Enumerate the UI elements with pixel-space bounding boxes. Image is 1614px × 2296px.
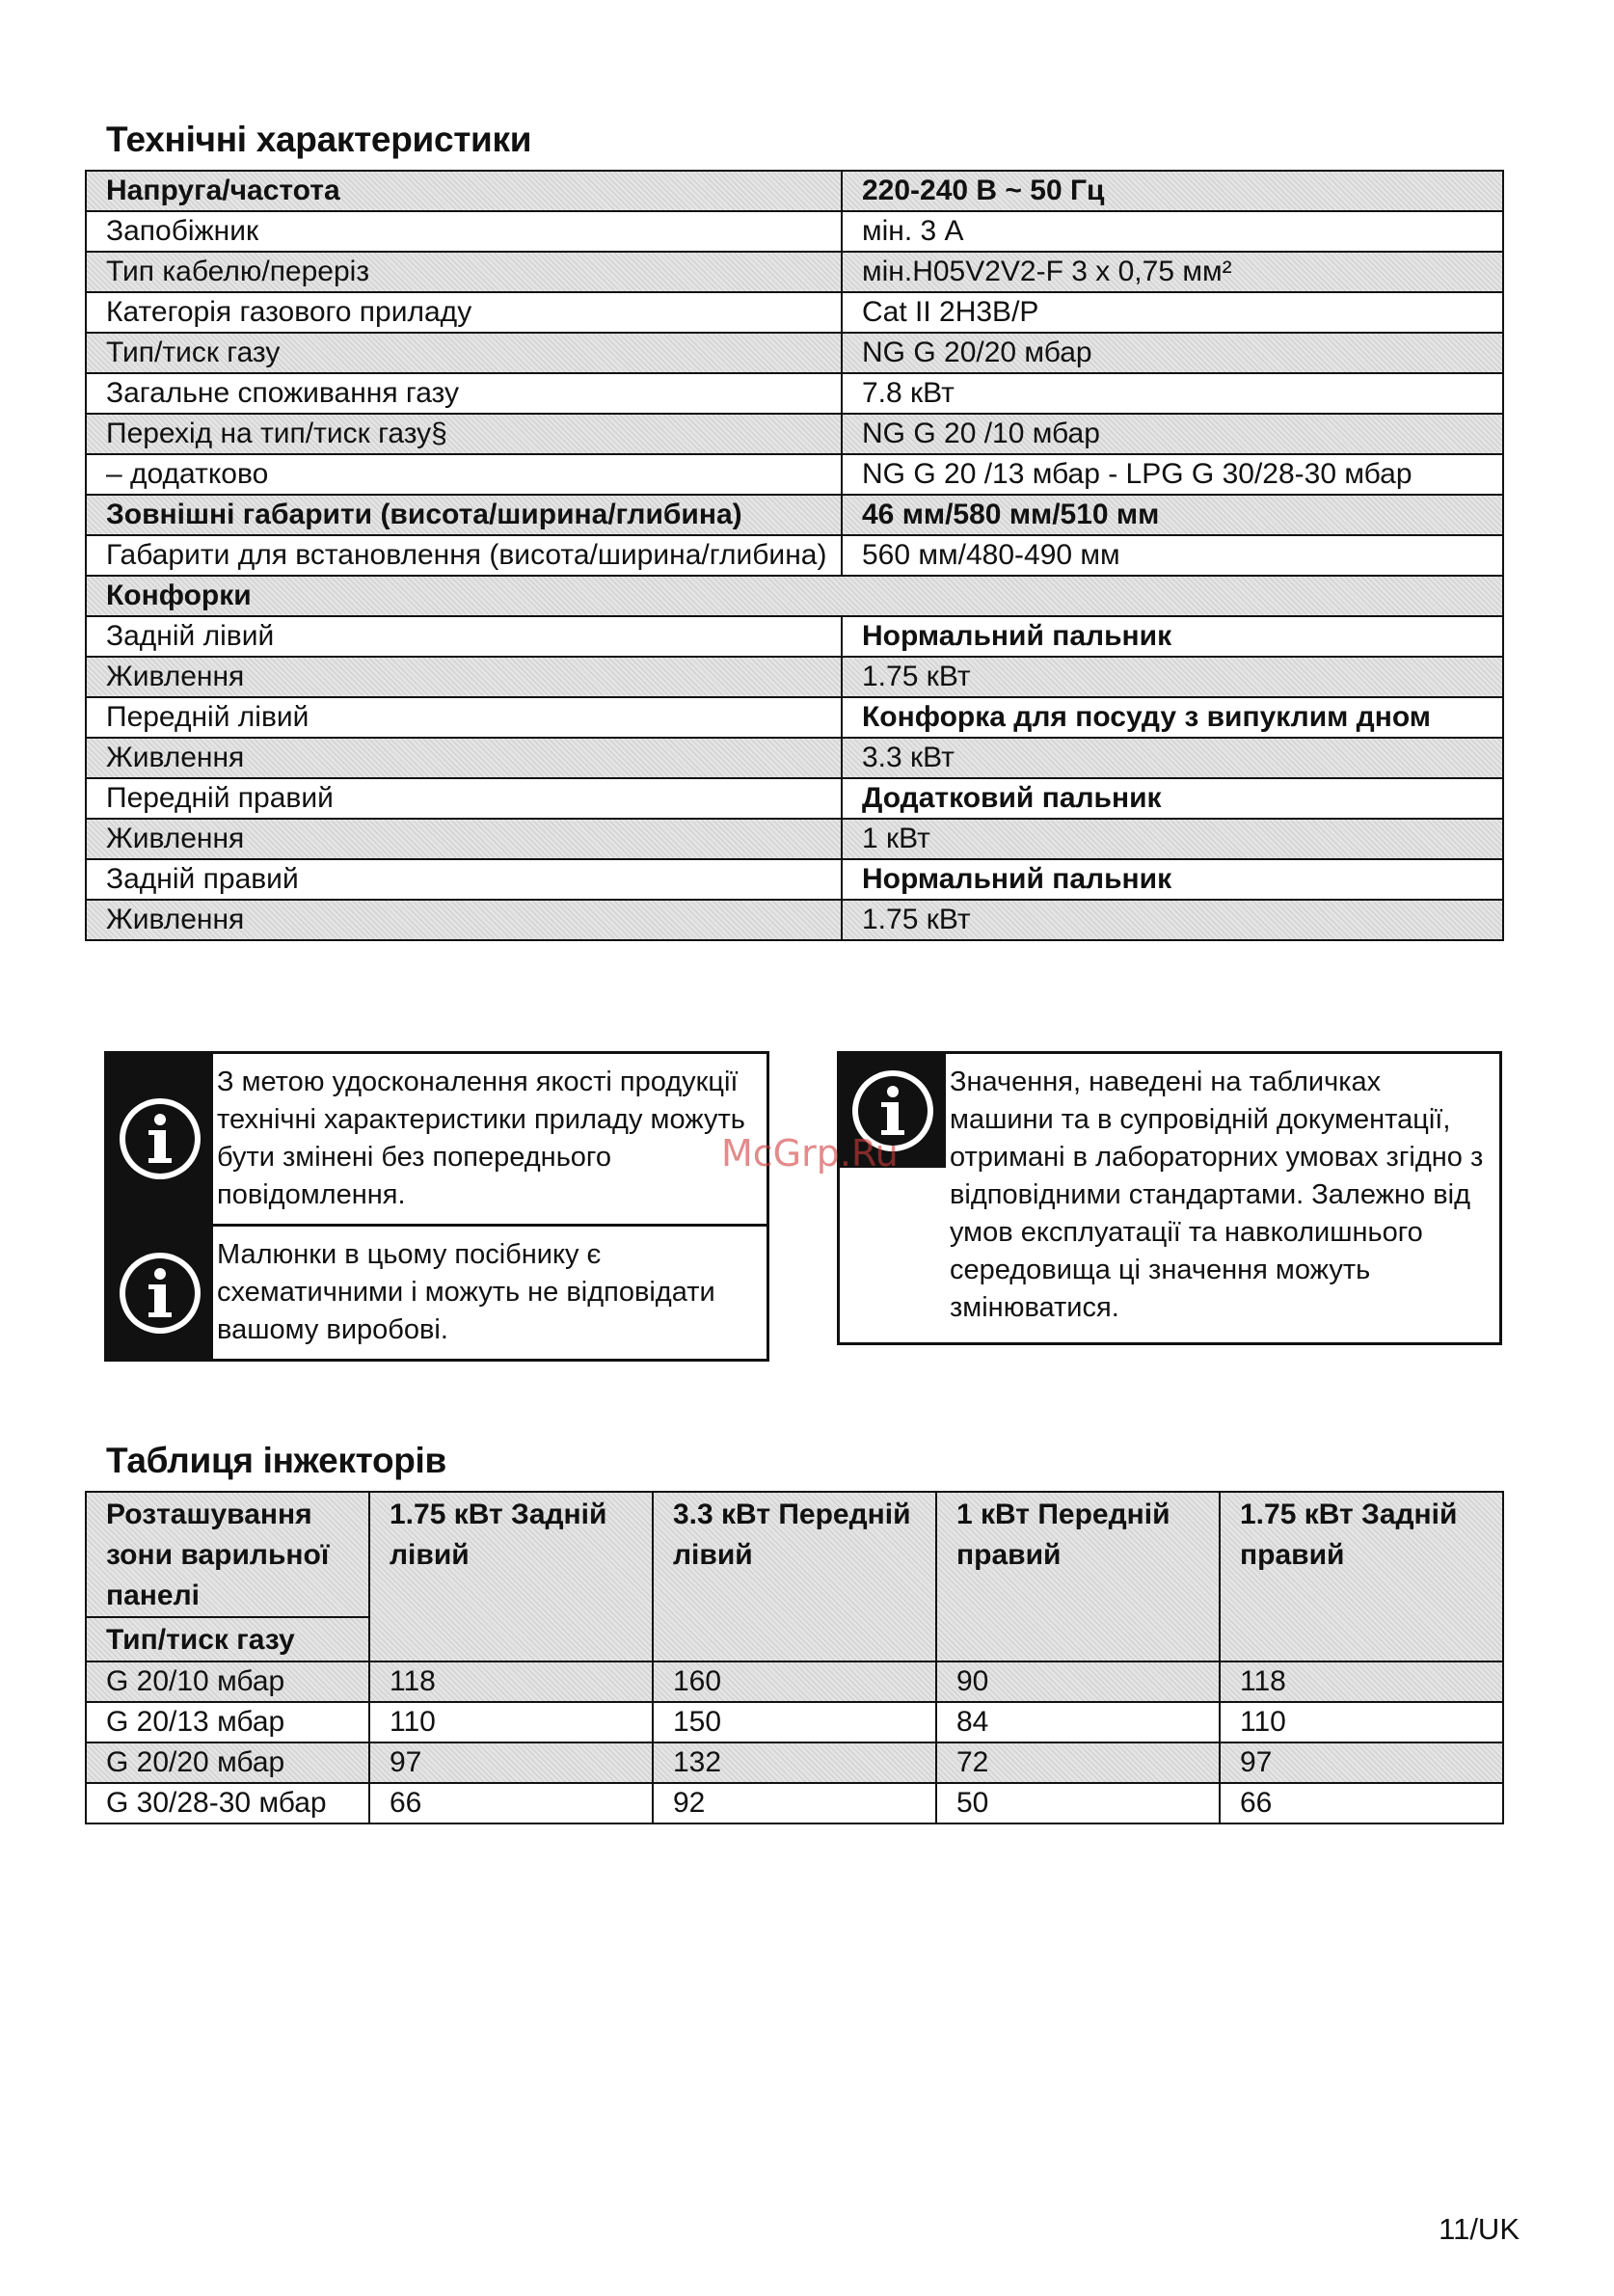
spec-row bbox=[86, 495, 1503, 535]
injector-row bbox=[86, 1661, 1503, 1702]
burner-row bbox=[86, 859, 1503, 900]
spec-row bbox=[86, 454, 1503, 495]
spec-label: Тип/тиск газу bbox=[86, 333, 842, 373]
injector-value: 132 bbox=[653, 1742, 936, 1783]
burner-power-row bbox=[86, 900, 1503, 940]
injector-row bbox=[86, 1783, 1503, 1823]
spec-row bbox=[86, 171, 1503, 211]
burner-type: Нормальний пальник bbox=[842, 859, 1503, 900]
injector-column-header: 1 кВт Передній правий bbox=[936, 1492, 1220, 1661]
burner-row bbox=[86, 697, 1503, 738]
burner-power-row bbox=[86, 657, 1503, 697]
spec-title: Технічні характеристики bbox=[106, 120, 532, 159]
info-icon bbox=[107, 1054, 213, 1224]
spec-value: 46 мм/580 мм/510 мм bbox=[842, 495, 1503, 535]
spec-value: NG G 20 /10 мбар bbox=[842, 414, 1503, 454]
spec-label: – додатково bbox=[86, 454, 842, 495]
burner-type: Нормальний пальник bbox=[842, 616, 1503, 657]
injector-value: 72 bbox=[936, 1742, 1220, 1783]
burner-position: Задній лівий bbox=[86, 616, 842, 657]
burner-power: 1.75 кВт bbox=[842, 900, 1503, 940]
burner-power: 1.75 кВт bbox=[842, 657, 1503, 697]
spec-value: Cat II 2H3B/P bbox=[842, 292, 1503, 333]
injector-column-header: 3.3 кВт Передній лівий bbox=[653, 1492, 936, 1661]
spec-label: Зовнішні габарити (висота/ширина/глибина) bbox=[86, 495, 842, 535]
spec-row bbox=[86, 333, 1503, 373]
spec-label: Запобіжник bbox=[86, 211, 842, 252]
spec-table bbox=[85, 170, 1504, 941]
spec-row bbox=[86, 292, 1503, 333]
info-note-section bbox=[107, 1054, 767, 1224]
injector-value: 110 bbox=[1220, 1702, 1503, 1742]
spec-label: Тип кабелю/переріз bbox=[86, 252, 842, 292]
injector-value: 90 bbox=[936, 1661, 1220, 1702]
spec-row bbox=[86, 373, 1503, 414]
burners-header: Конфорки bbox=[86, 576, 1503, 616]
spec-value: мін.H05V2V2-F 3 x 0,75 мм² bbox=[842, 252, 1503, 292]
injector-value: 118 bbox=[369, 1661, 653, 1702]
injector-value: 118 bbox=[1220, 1661, 1503, 1702]
burner-power-row bbox=[86, 819, 1503, 859]
injector-column-header: 1.75 кВт Задній лівий bbox=[369, 1492, 653, 1661]
spec-value: NG G 20 /13 мбар - LPG G 30/28-30 мбар bbox=[842, 454, 1503, 495]
injector-value: 110 bbox=[369, 1702, 653, 1742]
spec-label: Перехід на тип/тиск газу§ bbox=[86, 414, 842, 454]
burner-power-label: Живлення bbox=[86, 738, 842, 778]
spec-label: Категорія газового приладу bbox=[86, 292, 842, 333]
spec-row bbox=[86, 252, 1503, 292]
spec-row bbox=[86, 535, 1503, 576]
info-note-text: Малюнки в цьому посібнику є схематичними і можуть не відповідати вашому виробові. bbox=[217, 1239, 715, 1345]
spec-label: Загальне споживання газу bbox=[86, 373, 842, 414]
burner-row bbox=[86, 616, 1503, 657]
info-note-right bbox=[837, 1051, 1502, 1345]
spec-value: NG G 20/20 мбар bbox=[842, 333, 1503, 373]
info-icon bbox=[107, 1227, 213, 1359]
watermark: McGrp.Ru bbox=[721, 1132, 899, 1175]
spec-value: 560 мм/480-490 мм bbox=[842, 535, 1503, 576]
spec-label: Габарити для встановлення (висота/ширина/глибина) bbox=[86, 535, 842, 576]
burner-power: 3.3 кВт bbox=[842, 738, 1503, 778]
injector-title: Таблиця інжекторів bbox=[106, 1441, 446, 1480]
injector-value: 160 bbox=[653, 1661, 936, 1702]
injector-gas: G 20/10 мбар bbox=[86, 1661, 369, 1702]
injector-row bbox=[86, 1702, 1503, 1742]
spec-row bbox=[86, 414, 1503, 454]
injector-value: 66 bbox=[1220, 1783, 1503, 1823]
burner-power-label: Живлення bbox=[86, 819, 842, 859]
burner-row bbox=[86, 778, 1503, 819]
injector-value: 150 bbox=[653, 1702, 936, 1742]
burner-power-label: Живлення bbox=[86, 900, 842, 940]
injector-gas-header: Тип/тиск газу bbox=[86, 1617, 369, 1661]
injector-column-header: 1.75 кВт Задній правий bbox=[1220, 1492, 1503, 1661]
burner-type: Додатковий пальник bbox=[842, 778, 1503, 819]
spec-value: 7.8 кВт bbox=[842, 373, 1503, 414]
info-note-text: Значення, наведені на табличках машини та в супровідній документації, отримані в лабораторних умовах згідно з відповідними стандартами. Залежно від умов експлуатації та навколишнього середовища ці значення можуть змінюватися. bbox=[950, 1067, 1484, 1323]
burners-header-row bbox=[86, 576, 1503, 616]
injector-row-header: Розташування зони варильної панелі bbox=[86, 1492, 369, 1617]
spec-value: 220-240 В ~ 50 Гц bbox=[842, 171, 1503, 211]
burner-position: Передній правий bbox=[86, 778, 842, 819]
burner-power-label: Живлення bbox=[86, 657, 842, 697]
injector-value: 50 bbox=[936, 1783, 1220, 1823]
injector-value: 97 bbox=[1220, 1742, 1503, 1783]
page-number: 11/UK bbox=[1439, 2212, 1520, 2246]
injector-value: 97 bbox=[369, 1742, 653, 1783]
info-note-section bbox=[840, 1054, 1499, 1342]
injector-header-row bbox=[86, 1492, 1503, 1617]
injector-row bbox=[86, 1742, 1503, 1783]
injector-value: 92 bbox=[653, 1783, 936, 1823]
injector-table bbox=[85, 1491, 1504, 1824]
injector-gas: G 20/13 мбар bbox=[86, 1702, 369, 1742]
injector-gas: G 20/20 мбар bbox=[86, 1742, 369, 1783]
burner-position: Передній лівий bbox=[86, 697, 842, 738]
burner-power: 1 кВт bbox=[842, 819, 1503, 859]
burner-power-row bbox=[86, 738, 1503, 778]
injector-value: 66 bbox=[369, 1783, 653, 1823]
injector-gas: G 30/28-30 мбар bbox=[86, 1783, 369, 1823]
injector-value: 84 bbox=[936, 1702, 1220, 1742]
burner-position: Задній правий bbox=[86, 859, 842, 900]
spec-row bbox=[86, 211, 1503, 252]
info-note-text: З метою удосконалення якості продукції технічні характеристики приладу можуть бути змінені без попереднього повідомлення. bbox=[217, 1067, 745, 1210]
info-note-section bbox=[107, 1224, 767, 1359]
spec-value: мін. 3 А bbox=[842, 211, 1503, 252]
burner-type: Конфорка для посуду з випуклим дном bbox=[842, 697, 1503, 738]
info-note-left bbox=[104, 1051, 769, 1362]
spec-label: Напруга/частота bbox=[86, 171, 842, 211]
